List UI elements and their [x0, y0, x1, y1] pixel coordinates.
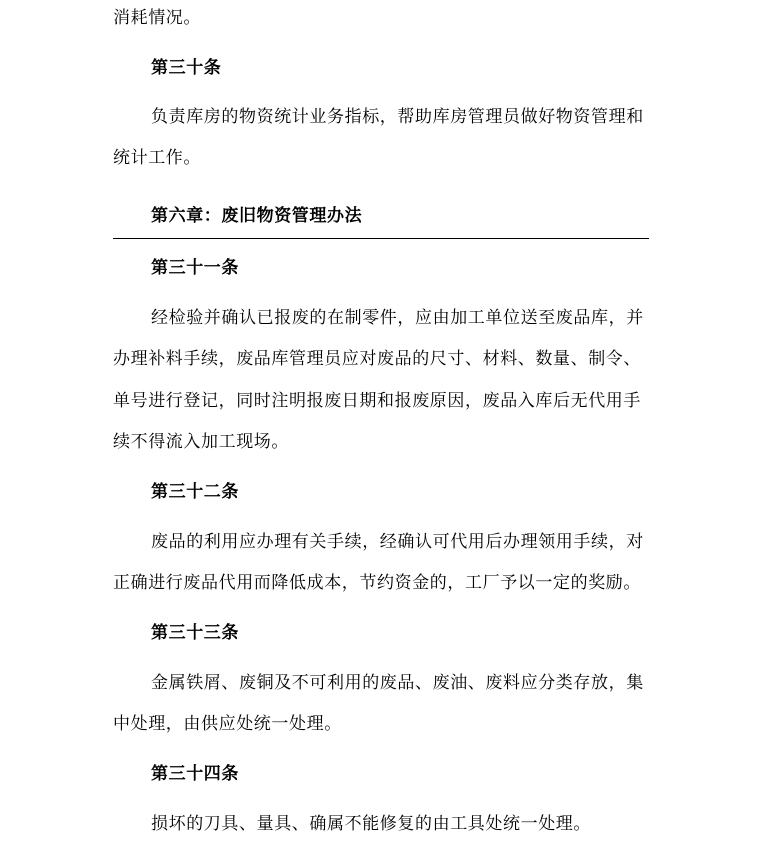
paragraph-line: 统计工作。 — [113, 148, 201, 168]
chapter-6-heading: 第六章：废旧物资管理办法 — [151, 206, 363, 226]
paragraph-line: 负责库房的物资统计业务指标，帮助库房管理员做好物资管理和 — [151, 107, 644, 127]
article-32-heading: 第三十二条 — [151, 482, 239, 502]
paragraph-line: 办理补料手续，废品库管理员应对废品的尺寸、材料、数量、制令、 — [113, 349, 641, 369]
paragraph-line: 废品的利用应办理有关手续，经确认可代用后办理领用手续，对 — [151, 532, 644, 552]
paragraph-line: 正确进行废品代用而降低成本，节约资金的，工厂予以一定的奖励。 — [113, 573, 641, 593]
paragraph-line: 金属铁屑、废铜及不可利用的废品、废油、废料应分类存放，集 — [151, 673, 644, 693]
paragraph-line: 损坏的刀具、量具、确属不能修复的由工具处统一处理。 — [151, 814, 591, 834]
chapter-divider — [113, 238, 649, 239]
article-34-heading: 第三十四条 — [151, 764, 239, 784]
article-30-heading: 第三十条 — [151, 58, 222, 78]
article-33-heading: 第三十三条 — [151, 623, 239, 643]
paragraph-line: 单号进行登记，同时注明报废日期和报废原因，废品入库后无代用手 — [113, 391, 641, 411]
article-31-heading: 第三十一条 — [151, 258, 239, 278]
paragraph-line: 中处理，由供应处统一处理。 — [113, 714, 342, 734]
paragraph-line: 续不得流入加工现场。 — [113, 432, 289, 452]
paragraph-line: 经检验并确认已报废的在制零件，应由加工单位送至废品库，并 — [151, 308, 644, 328]
paragraph-line: 消耗情况。 — [113, 8, 201, 28]
